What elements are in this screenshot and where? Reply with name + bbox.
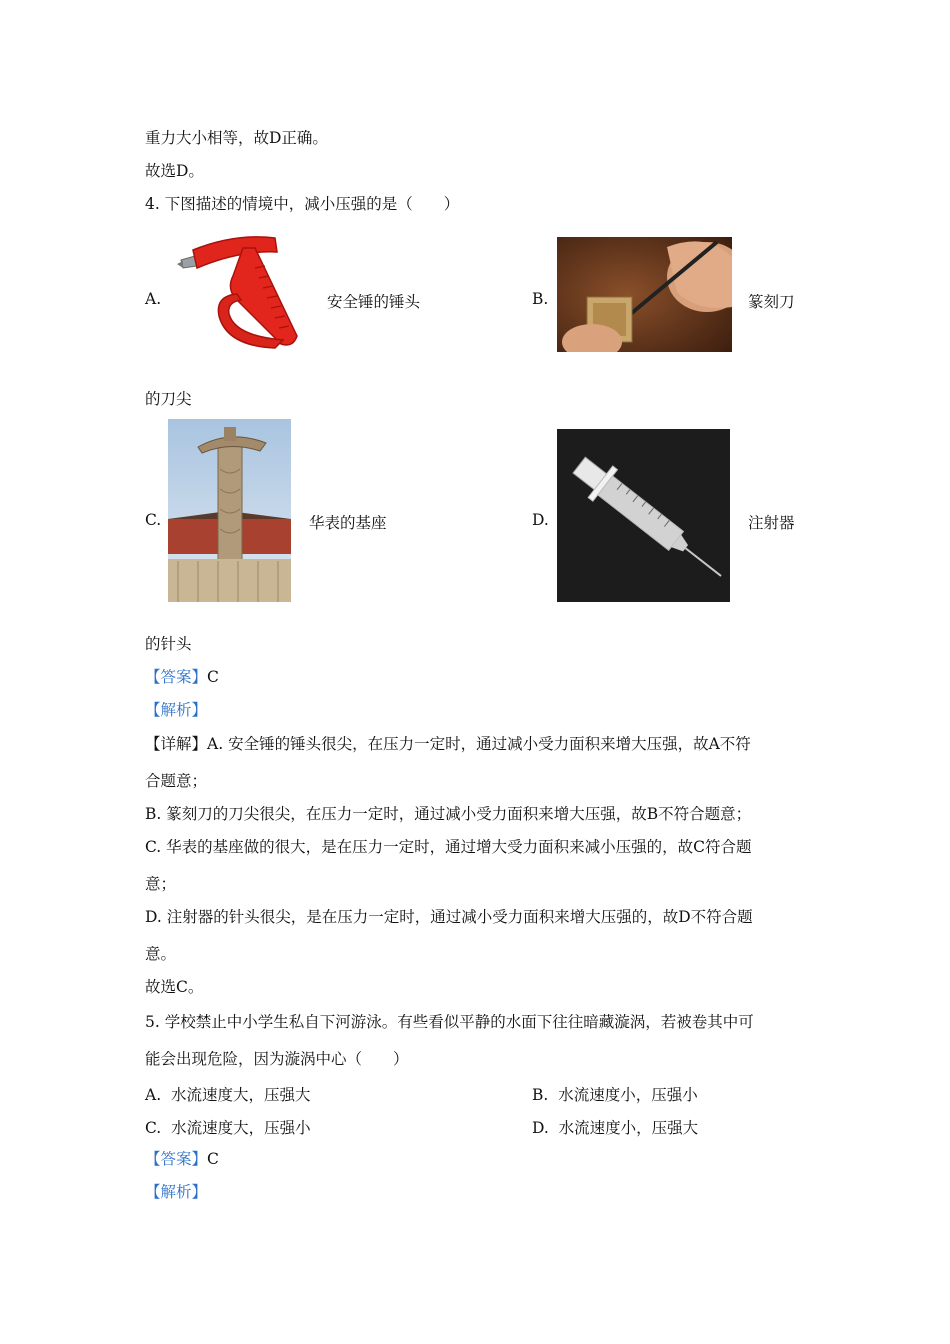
option-b-letter: B.	[532, 290, 549, 308]
question-4-stem: 4. 下图描述的情境中，减小压强的是（ ）	[145, 195, 460, 213]
answer-line	[145, 1149, 219, 1169]
syringe-image	[557, 429, 730, 602]
option-d-continuation: 的针头	[145, 635, 192, 653]
answer-line	[145, 667, 219, 687]
answer-tag: 【答案】	[145, 668, 208, 686]
option-letter: D.	[532, 1119, 549, 1137]
text-line: 故选D。	[145, 162, 204, 180]
detail-tag: 【详解】	[145, 735, 208, 753]
question-5-stem: 5. 学校禁止中小学生私自下河游泳。有些看似平静的水面下往往暗藏漩涡，若被卷其中可	[145, 1013, 754, 1031]
text-line: 故选C。	[145, 978, 204, 996]
q5-option-c	[145, 1116, 311, 1138]
q5-option-b	[532, 1083, 698, 1105]
option-c-letter: C.	[145, 511, 162, 529]
safety-hammer-image	[175, 228, 305, 353]
answer-value: C	[207, 1150, 219, 1168]
option-text: 水流速度小，压强小	[558, 1086, 698, 1104]
text-line: 合题意；	[145, 772, 208, 790]
text-line: 意；	[145, 875, 177, 893]
q5-option-d	[532, 1116, 698, 1138]
answer-value: C	[207, 668, 219, 686]
option-a-letter: A.	[145, 290, 162, 308]
option-letter: B.	[532, 1086, 549, 1104]
option-d-letter: D.	[532, 511, 549, 529]
option-text: 水流速度大，压强小	[171, 1119, 311, 1137]
text-line: 重力大小相等，故D正确。	[145, 129, 328, 147]
analysis-line	[145, 1182, 207, 1202]
option-letter: C.	[145, 1119, 162, 1137]
analysis-tag: 【解析】	[145, 701, 208, 719]
text-line: D. 注射器的针头很尖，是在压力一定时，通过减小受力面积来增大压强的，故D不符合题	[145, 908, 753, 926]
option-b-continuation: 的刀尖	[145, 390, 192, 408]
option-b-text: 篆刻刀	[748, 293, 795, 311]
option-text: 水流速度大，压强大	[170, 1086, 311, 1104]
analysis-tag: 【解析】	[145, 1183, 208, 1201]
option-a-text: 安全锤的锤头	[327, 293, 421, 311]
option-text: 水流速度小，压强大	[558, 1119, 699, 1137]
q5-option-a	[145, 1083, 311, 1105]
option-d-text: 注射器	[748, 514, 795, 532]
analysis-line	[145, 700, 207, 720]
carving-knife-image	[557, 237, 732, 352]
option-letter: A.	[145, 1086, 162, 1104]
huabiao-image	[168, 419, 291, 602]
text-line: B. 篆刻刀的刀尖很尖，在压力一定时，通过减小受力面积来增大压强，故B不符合题意；	[145, 805, 752, 823]
text-line: 意。	[145, 945, 177, 963]
option-c-text: 华表的基座	[309, 514, 387, 532]
text-line: C. 华表的基座做的很大，是在压力一定时，通过增大受力面积来减小压强的，故C符合题	[145, 838, 752, 856]
detail-line	[145, 734, 751, 754]
answer-tag: 【答案】	[145, 1150, 208, 1168]
detail-a-text: A. 安全锤的锤头很尖，在压力一定时，通过减小受力面积来增大压强，故A不符	[207, 735, 751, 753]
question-5-stem-cont: 能会出现危险，因为漩涡中心（ ）	[145, 1050, 409, 1068]
